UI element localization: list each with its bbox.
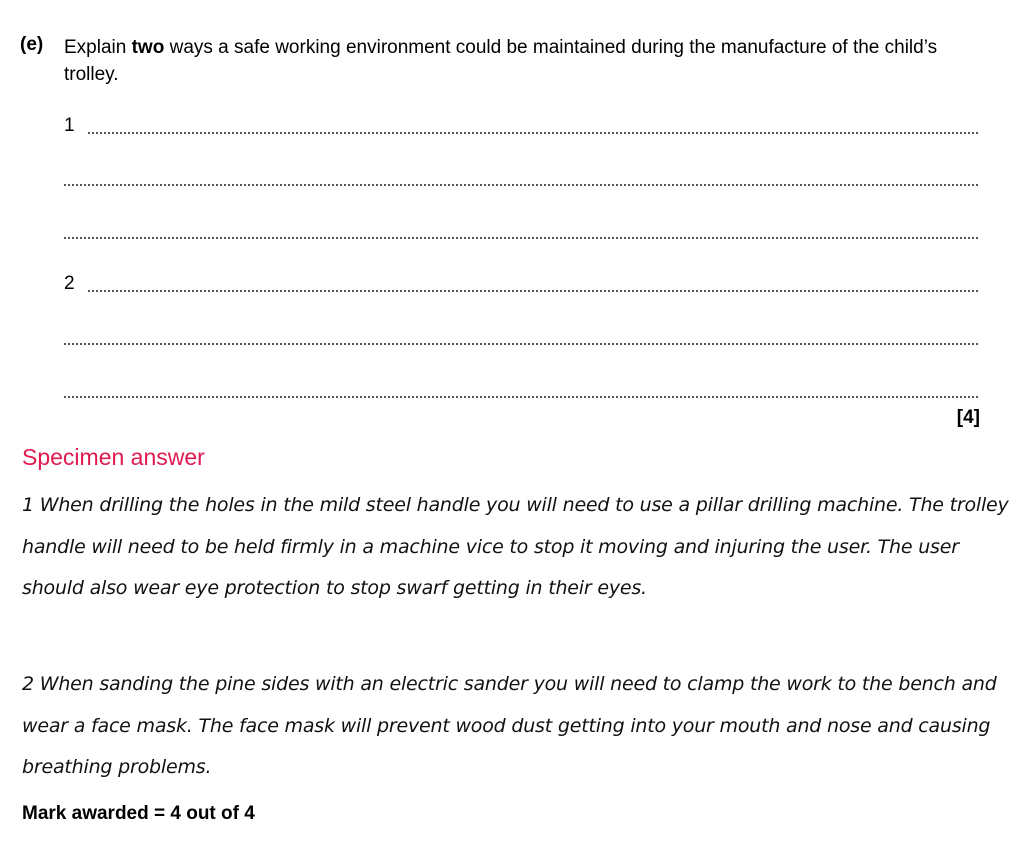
answer-line-2[interactable] <box>64 168 978 188</box>
answer-line-number: 1 <box>64 115 75 136</box>
question-text-end: ways a safe working environment could be maintained during the manufacture of the child’s trolley. <box>64 37 938 85</box>
question-text <box>64 34 994 88</box>
dotted-line <box>88 290 978 292</box>
question-text-emphasis: two <box>131 37 165 58</box>
dotted-line <box>64 396 978 398</box>
dotted-line <box>64 343 978 345</box>
specimen-answer-1: 1 When drilling the holes in the mild steel handle you will need to use a pillar drilling machine. The trolley handle will need to be held firmly in a machine vice to stop it moving and injuring the user. The user should also wear eye protection to stop swarf getting in their eyes. <box>22 494 1009 599</box>
dotted-line <box>64 184 978 186</box>
answer-line-4[interactable] <box>64 274 978 294</box>
dotted-line <box>64 237 978 239</box>
dotted-line <box>88 132 978 134</box>
answer-line-5[interactable] <box>64 327 978 347</box>
answer-line-number: 2 <box>64 273 75 294</box>
mark-awarded: Mark awarded = 4 out of 4 <box>22 803 255 824</box>
specimen-answer-2: 2 When sanding the pine sides with an electric sander you will need to clamp the work to the bench and wear a face mask. The face mask will prevent wood dust getting into your mouth and nose and causing breathing problems. <box>22 673 997 778</box>
specimen-answer-heading: Specimen answer <box>22 444 205 470</box>
answer-line-1[interactable] <box>64 116 978 136</box>
answer-line-3[interactable] <box>64 221 978 241</box>
question-label: (e) <box>20 34 44 55</box>
question-text-start: Explain <box>64 37 132 58</box>
answer-line-6[interactable] <box>64 380 978 400</box>
marks-available: [4] <box>956 407 980 428</box>
